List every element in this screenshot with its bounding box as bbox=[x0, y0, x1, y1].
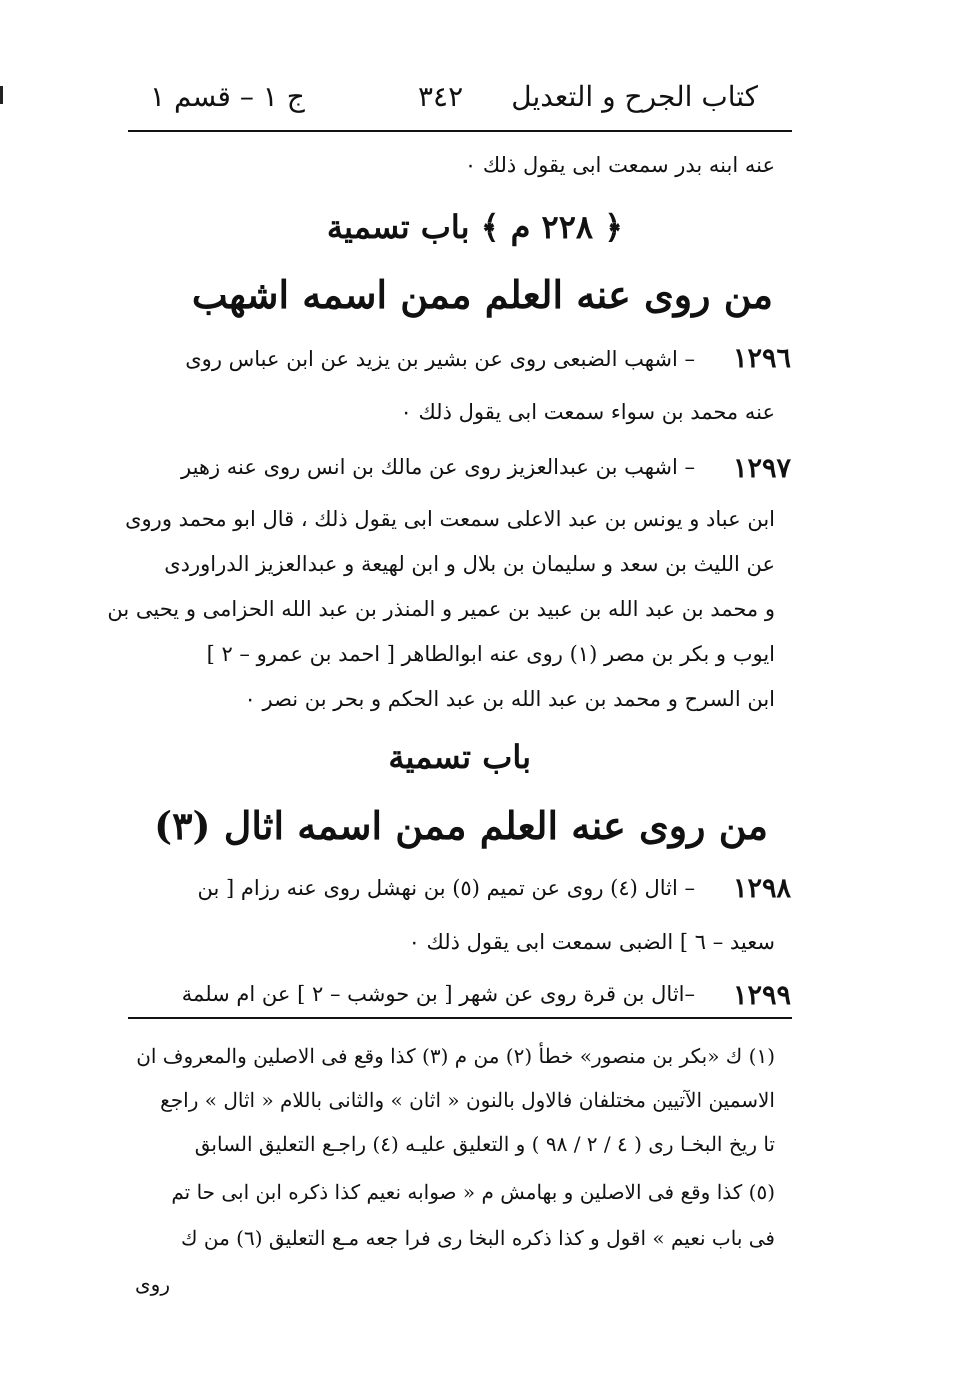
footnote-line: (١) ك «بكر بن منصور» خطأ (٢) من م (٣) كذا وقع فى الاصلين والمعروف ان bbox=[136, 1044, 775, 1068]
entry-number-1298: ١٢٩٨ bbox=[732, 873, 791, 904]
entry-number-1296: ١٢٩٦ bbox=[732, 343, 791, 374]
entry-1297-line-3: عن الليث بن سعد و سليمان بن بلال و ابن لهيعة و عبدالعزيز الدراوردى bbox=[164, 552, 775, 576]
entry-number-1299: ١٢٩٩ bbox=[732, 980, 791, 1011]
entry-1297-line-5: ايوب و بكر بن مصر (١) روى عنه ابوالطاهر [ احمد بن عمرو – ٢ ] bbox=[206, 642, 775, 666]
entry-1296-line-2: عنه محمد بن سواء سمعت ابى يقول ذلك ٠ bbox=[400, 400, 775, 424]
footnote-line: (٥) كذا وقع فى الاصلين و بهامش م « صوابه نعيم كذا ذكره ابن ابى حا تم bbox=[171, 1180, 775, 1204]
footnote-line: روى bbox=[135, 1272, 170, 1296]
entry-1298-line-2: سعيد – ٦ ] الضبى سمعت ابى يقول ذلك ٠ bbox=[408, 930, 775, 954]
entry-1297-line-2: ابن عباد و يونس بن عبد الاعلى سمعت ابى يقول ذلك ، قال ابو محمد وروى bbox=[125, 507, 775, 531]
running-header-title: كتاب الجرح و التعديل bbox=[511, 80, 758, 113]
entry-number-1297: ١٢٩٧ bbox=[732, 453, 791, 484]
entry-1296-line-1: – اشهب الضبعى روى عن بشير بن يزيد عن ابن عباس روى bbox=[185, 347, 695, 371]
entry-1297-line-6: ابن السرح و محمد بن عبد الله بن عبد الحكم و بحر بن نصر ٠ bbox=[244, 687, 775, 711]
volume-part-label: ج ١ – قسم ١ bbox=[150, 80, 305, 113]
page-edge-mark bbox=[0, 86, 3, 104]
entry-1297-line-1: – اشهب بن عبدالعزيز روى عن مالك بن انس روى عنه زهير bbox=[180, 455, 695, 479]
footnote-line: الاسمين الآتيين مختلفان فالاول بالنون « اثان » والثانى باللام « اثال » راجع bbox=[160, 1088, 775, 1112]
section-subheading: من روى عنه العلم ممن اسمه اثال (٣) bbox=[154, 803, 768, 848]
section-subheading: من روى عنه العلم ممن اسمه اشهب bbox=[191, 272, 773, 317]
footnote-rule bbox=[128, 1017, 792, 1019]
footnote-line: فى باب نعيم » اقول و كذا ذكره البخا رى فرا جعه مـع التعليق (٦) من ك bbox=[181, 1226, 775, 1250]
entry-1299-line-1: –اثال بن قرة روى عن شهر [ بن حوشب – ٢ ] عن ام سلمة bbox=[181, 982, 695, 1006]
text-line: عنه ابنه بدر سمعت ابى يقول ذلك ٠ bbox=[464, 153, 775, 177]
section-heading: ﴿ ٢٢٨ م ﴾ باب تسمية bbox=[326, 208, 623, 246]
page-number: ٣٤٢ bbox=[418, 80, 464, 113]
footnote-line: تا ريخ البخـا رى ( ٤ / ٢ / ٩٨ ) و التعليق عليـه (٤) راجـع التعليق السابق bbox=[194, 1132, 775, 1156]
section-heading: باب تسمية bbox=[388, 738, 531, 776]
entry-1297-line-4: و محمد بن عبد الله بن عبيد بن عمير و المنذر بن عبد الله الحزامى و يحيى بن bbox=[107, 597, 775, 621]
header-rule bbox=[128, 130, 792, 132]
entry-1298-line-1: – اثال (٤) روى عن تميم (٥) بن نهشل روى عنه رزام [ بن bbox=[197, 876, 695, 900]
